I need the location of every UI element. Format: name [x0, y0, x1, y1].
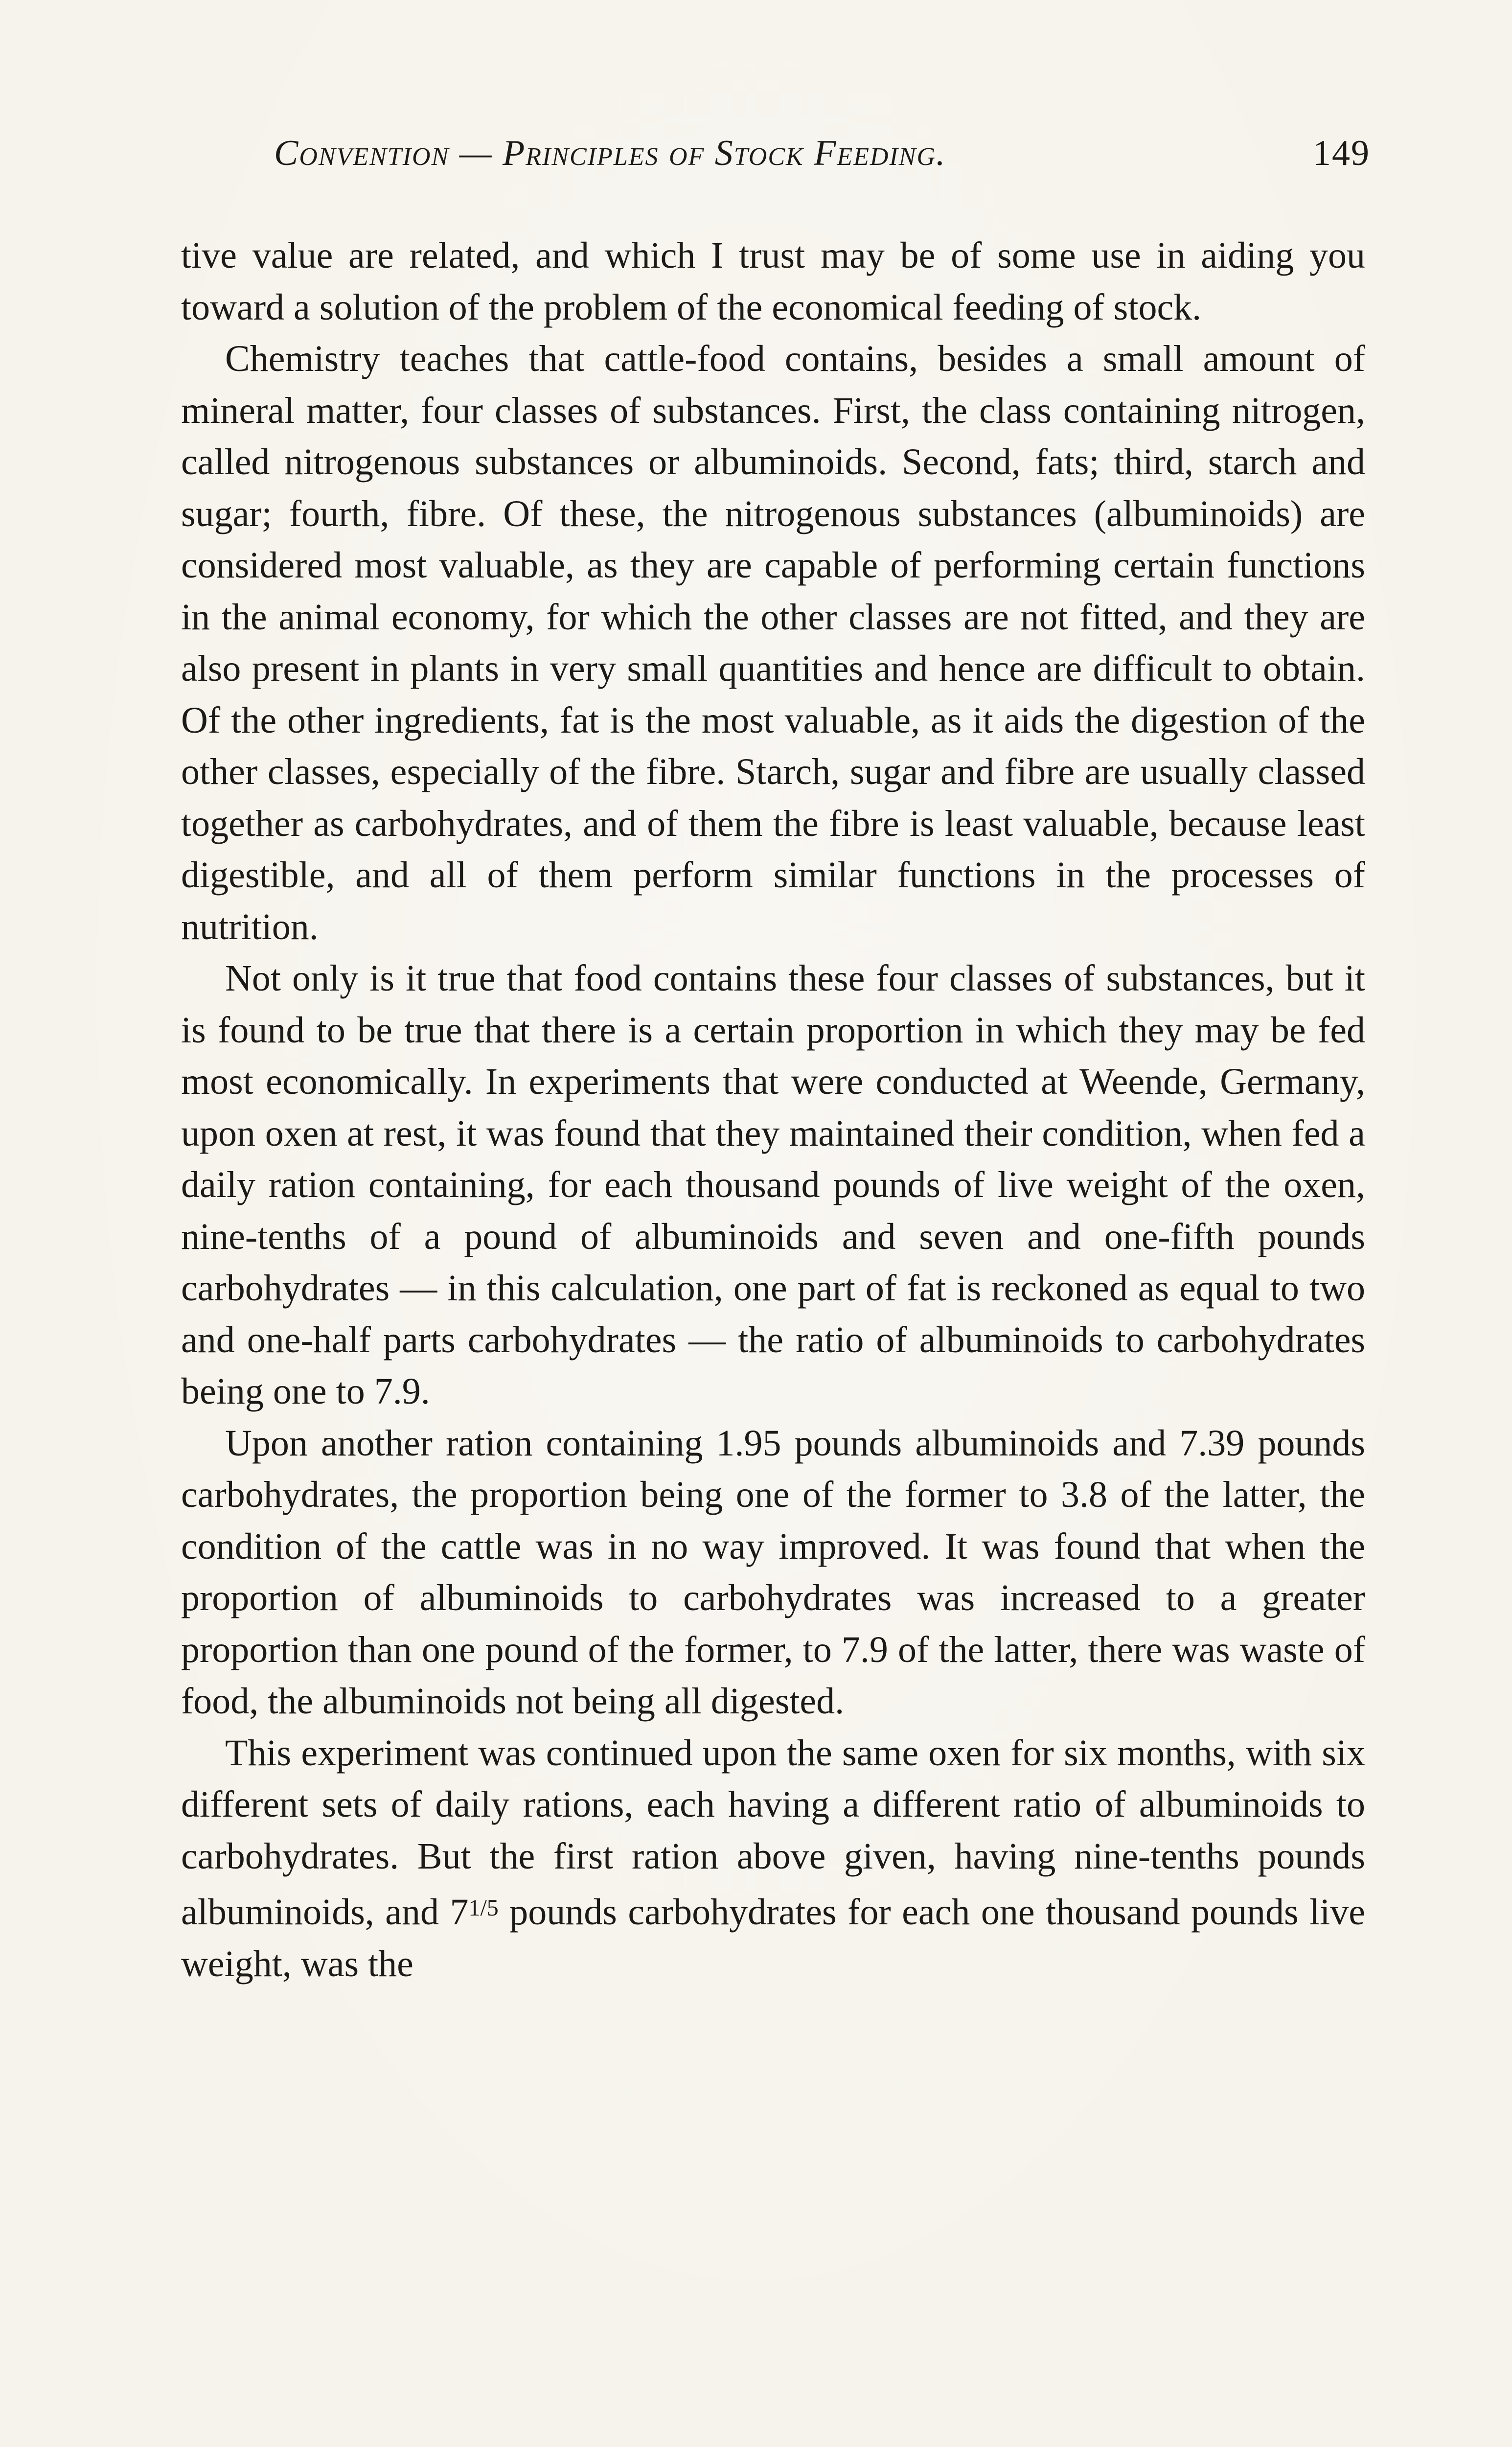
paragraph-proportion: Not only is it true that food contains these four classes of substances, but it is found to be true that there is a certain proportion in which they may be fed most economically. In experiments that were conducted at Weende, Germany, upon oxen at rest, it was found that they maintained their condition, when fed a daily ration containing, for each thousand pounds of live weight of the oxen, nine-tenths of a pound of albuminoids and seven and one-fifth pounds carbohydrates — in this calculation, one part of fat is reckoned as equal to two and one-half parts carbohydrates — the ratio of albuminoids to carbohydrates being one to 7.9. — [181, 958, 1365, 1412]
fraction-one-fifth: 1/5 — [468, 1895, 499, 1921]
experiment-text-end: pounds carbohydrates for each one thousand pounds live weight, was the — [181, 1892, 1365, 1985]
body-text — [181, 230, 1365, 1990]
page-header — [274, 126, 1370, 180]
page-number: 149 — [1313, 133, 1370, 173]
experiment-text-start: This experiment was continued upon the same oxen for six months, with six different sets of daily rations, each having a different ratio of albuminoids to carbohydrates. But the first ration above given, having nine-tenths pounds albuminoids, and 7 — [181, 1732, 1365, 1933]
paragraph-chemistry: Chemistry teaches that cattle-food contains, besides a small amount of mineral matter, four classes of substances. First, the class containing nitrogen, called nitrogenous substances or albuminoids. Second, fats; third, starch and sugar; fourth, fibre. Of these, the nitrogenous substances (albuminoids) are considered most valuable, as they are capable of performing certain functions in the animal economy, for which the other classes are not fitted, and they are also present in plants in very small quantities and hence are difficult to obtain. Of the other ingredients, fat is the most valuable, as it aids the digestion of the other classes, especially of the fibre. Starch, sugar and fibre are usually classed together as carbohydrates, and of them the fibre is least valuable, because least digestible, and all of them perform similar functions in the processes of nutrition. — [181, 338, 1365, 947]
paragraph-experiment — [181, 1728, 1365, 1990]
running-title: Convention — Principles of Stock Feeding. — [274, 133, 946, 173]
paragraph-another-ration: Upon another ration containing 1.95 pounds albuminoids and 7.39 pounds carbohydrates, the proportion being one of the former to 3.8 of the latter, the condition of the cattle was in no way improved. It was found that when the proportion of albuminoids to carbohydrates was increased to a greater proportion than one pound of the former, to 7.9 of the latter, there was waste of food, the albuminoids not being all digested. — [181, 1422, 1365, 1722]
paragraph-continued: tive value are related, and which I trust may be of some use in aiding you toward a solution of the problem of the economical feeding of stock. — [181, 235, 1365, 328]
